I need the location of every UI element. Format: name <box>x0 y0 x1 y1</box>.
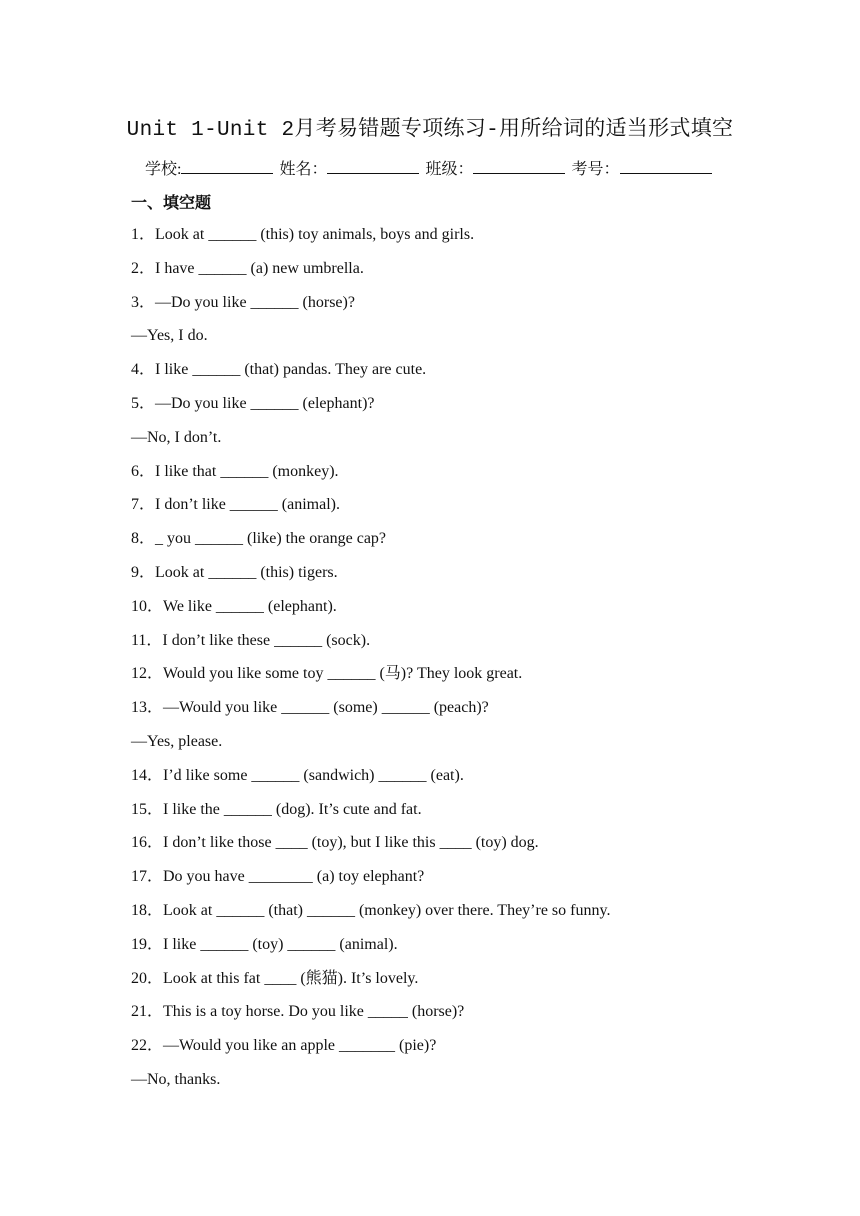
question-line: —No, I don’t. <box>131 428 222 446</box>
student-info-row <box>145 156 714 179</box>
class-blank[interactable] <box>473 159 565 174</box>
school-label: 学校: <box>145 161 182 178</box>
question-line: 7．I don’t like ______ (animal). <box>131 496 341 514</box>
question-line: 9．Look at ______ (this) tigers. <box>131 563 338 581</box>
class-label: 班级： <box>425 161 474 178</box>
question-line: 4．I like ______ (that) pandas. They are cute. <box>131 361 427 379</box>
question-line: 3．—Do you like ______ (horse)? <box>131 293 355 311</box>
number-blank[interactable] <box>620 159 712 174</box>
question-line: 10．We like ______ (elephant). <box>131 597 337 615</box>
question-line: 6．I like that ______ (monkey). <box>131 462 339 480</box>
question-line: 14．I’d like some ______ (sandwich) ______ (eat). <box>131 766 464 784</box>
question-list <box>131 224 731 1103</box>
section-heading: 一、填空题 <box>131 193 212 212</box>
question-line: 21．This is a toy horse. Do you like _____ (horse)? <box>131 1003 465 1021</box>
number-label: 考号： <box>571 161 620 178</box>
name-label: 姓名： <box>279 161 328 178</box>
question-line: 19．I like ______ (toy) ______ (animal). <box>131 935 398 953</box>
question-line: 1．Look at ______ (this) toy animals, boys and girls. <box>131 226 475 243</box>
question-line: 16．I don’t like those ____ (toy), but I like this ____ (toy) dog. <box>131 834 539 852</box>
question-line: —No, thanks. <box>131 1070 221 1088</box>
question-line: 17．Do you have ________ (a) toy elephant? <box>131 868 425 886</box>
question-line: 2．I have ______ (a) new umbrella. <box>131 259 364 277</box>
question-line: 18．Look at ______ (that) ______ (monkey) over there. They’re so funny. <box>131 901 611 919</box>
question-line: —Yes, I do. <box>131 327 208 345</box>
question-line: 12．Would you like some toy ______ (马)? They look great. <box>131 665 523 683</box>
question-line: 8．_ you ______ (like) the orange cap? <box>131 530 387 548</box>
name-blank[interactable] <box>327 159 419 174</box>
question-line: 22．—Would you like an apple _______ (pie)? <box>131 1037 437 1055</box>
question-line: 20．Look at this fat ____ (熊猫). It’s lovely. <box>131 969 419 987</box>
question-line: 13．—Would you like ______ (some) ______ (peach)? <box>131 699 489 717</box>
worksheet-title: Unit 1-Unit 2月考易错题专项练习-用所给词的适当形式填空 <box>126 119 734 142</box>
school-blank[interactable] <box>181 159 273 174</box>
question-line: 5．—Do you like ______ (elephant)? <box>131 394 375 412</box>
question-line: 15．I like the ______ (dog). It’s cute and fat. <box>131 800 422 818</box>
question-line: —Yes, please. <box>131 732 223 750</box>
question-line: 11．I don’t like these ______ (sock). <box>131 631 371 649</box>
